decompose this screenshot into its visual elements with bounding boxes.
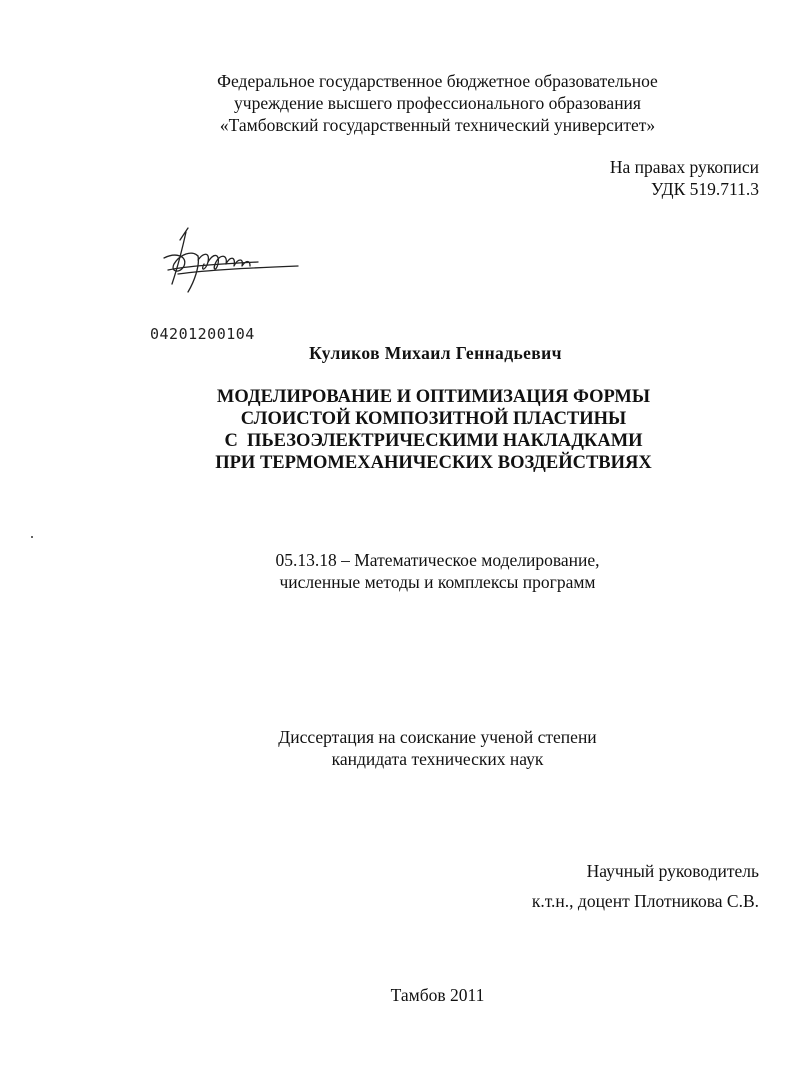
- handwritten-signature-icon: [158, 222, 308, 302]
- degree-statement: [40, 726, 795, 770]
- manuscript-rights: На правах рукописи: [609, 157, 759, 177]
- specialty-line: численные методы и комплексы программ: [279, 572, 596, 592]
- rights-block: [610, 156, 759, 200]
- supervisor-label: Научный руководитель: [586, 861, 759, 881]
- institution-line: Федеральное государственное бюджетное образовательное: [217, 71, 658, 91]
- degree-line: кандидата технических наук: [331, 749, 544, 769]
- udc-code: УДК 519.711.3: [651, 179, 759, 199]
- specialty-line: 05.13.18 – Математическое моделирование,: [275, 550, 600, 570]
- scan-speck: [31, 536, 33, 538]
- dissertation-title: [36, 386, 795, 474]
- title-line: МОДЕЛИРОВАНИЕ И ОПТИМИЗАЦИЯ ФОРМЫ: [216, 387, 651, 407]
- institution-line: «Тамбовский государственный технический университет»: [219, 115, 656, 135]
- title-line: С ПЬЕЗОЭЛЕКТРИЧЕСКИМИ НАКЛАДКАМИ: [224, 431, 643, 451]
- supervisor-name: к.т.н., доцент Плотникова С.В.: [531, 891, 759, 911]
- city-year: Тамбов 2011: [390, 985, 485, 1005]
- institution-line: учреждение высшего профессионального образования: [234, 93, 641, 113]
- title-line: ПРИ ТЕРМОМЕХАНИЧЕСКИХ ВОЗДЕЙСТВИЯХ: [215, 453, 652, 473]
- degree-line: Диссертация на соискание ученой степени: [278, 727, 597, 747]
- specialty-code: [40, 549, 795, 593]
- author-name: Куликов Михаил Геннадьевич: [309, 343, 562, 363]
- title-line: СЛОИСТОЙ КОМПОЗИТНОЙ ПЛАСТИНЫ: [240, 409, 627, 429]
- document-registration-number: 04201200104: [150, 325, 255, 343]
- institution-header: [40, 70, 795, 136]
